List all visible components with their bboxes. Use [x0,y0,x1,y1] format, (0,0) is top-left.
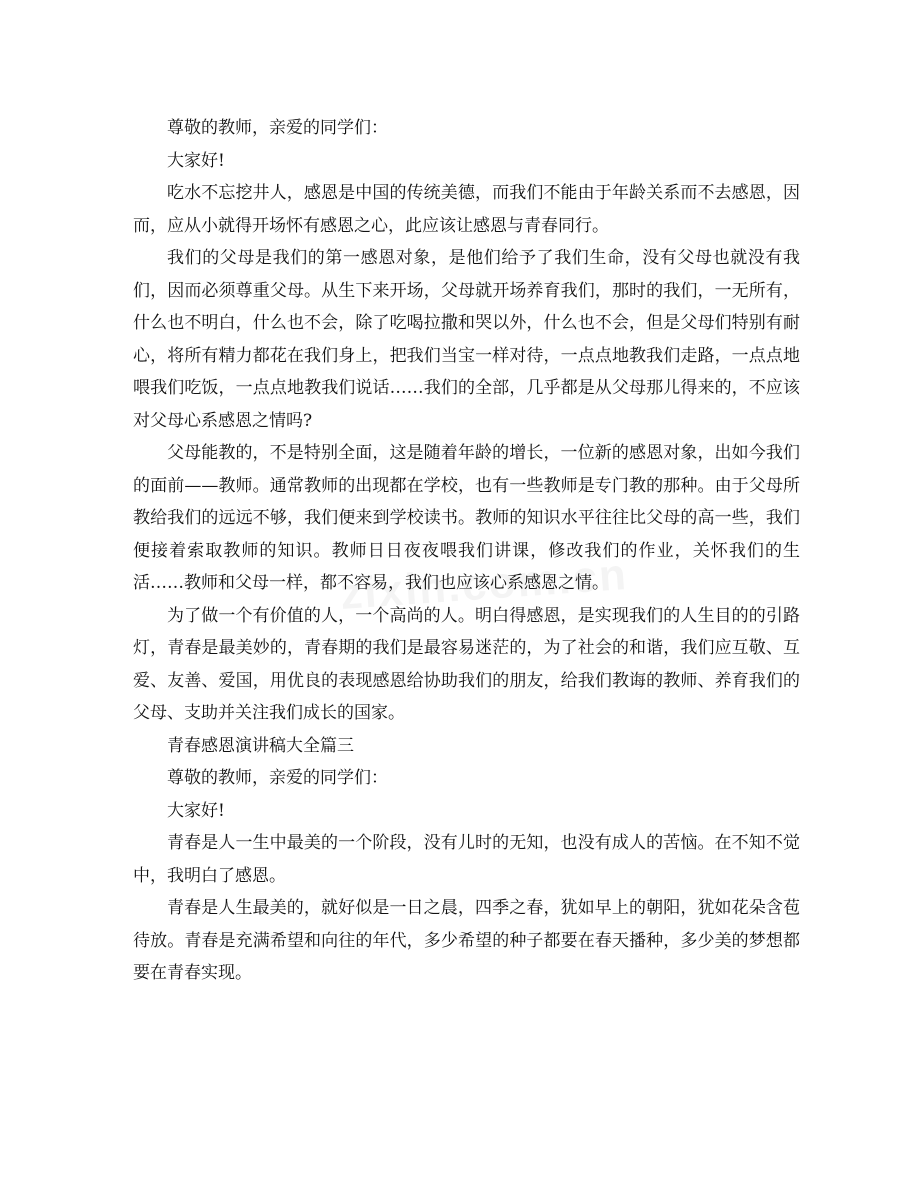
section-heading: 青春感恩演讲稿大全篇三 [167,735,354,756]
body-paragraph: 青春是人一生中最美的一个阶段，没有儿时的无知，也没有成人的苦恼。在不知不觉中，我明白了感恩。 [133,833,800,886]
body-paragraph: 青春是人生最美的，就好似是一日之晨，四季之春，犹如早上的朝阳，犹如花朵含苞待放。青春是充满希望和向往的年代，多少希望的种子都要在春天播种，多少美的梦想都要在青春实现。 [133,898,800,983]
hello-paragraph: 大家好! [167,150,225,171]
body-paragraph: 为了做一个有价值的人，一个高尚的人。明白得感恩，是实现我们的人生目的的引路灯，青春是最美妙的，青春期的我们是最容易迷茫的，为了社会的和谐，我们应互敬、互爱、友善、爱国，用优良的表现感恩给协助我们的朋友，给我们教诲的教师、养育我们的父母、支助并关注我们成长的国家。 [133,605,800,723]
body-paragraph: 父母能教的，不是特别全面，这是随着年龄的增长，一位新的感恩对象，出如今我们的面前——教师。通常教师的出现都在学校，也有一些教师是专门教的那种。由于父母所教给我们的远远不够，我们便来到学校读书。教师的知识水平往往比父母的高一些，我们便接着索取教师的知识。教师日日夜夜喂我们讲课，修改我们的作业，关怀我们的生活……教师和父母一样，都不容易，我们也应该心系感恩之情。 [133,443,800,593]
body-paragraph: 我们的父母是我们的第一感恩对象，是他们给予了我们生命，没有父母也就没有我们，因而必须尊重父母。从生下来开场，父母就开场养育我们，那时的我们，一无所有，什么也不明白，什么也不会，除了吃喝拉撒和哭以外，什么也不会，但是父母们特别有耐心，将所有精力都花在我们身上，把我们当宝一样对待，一点点地教我们走路，一点点地喂我们吃饭，一点点地教我们说话……我们的全部，几乎都是从父母那儿得来的，不应该对父母心系感恩之情吗? [133,248,800,431]
greeting-paragraph: 尊敬的教师，亲爱的同学们： [167,768,388,788]
body-paragraph: 吃水不忘挖井人，感恩是中国的传统美德，而我们不能由于年龄关系而不去感恩，因而，应从小就得开场怀有感恩之心，此应该让感恩与青春同行。 [133,183,800,236]
document-body [133,112,800,990]
greeting-paragraph: 尊敬的教师，亲爱的同学们： [167,118,388,138]
hello-paragraph: 大家好! [167,800,225,821]
